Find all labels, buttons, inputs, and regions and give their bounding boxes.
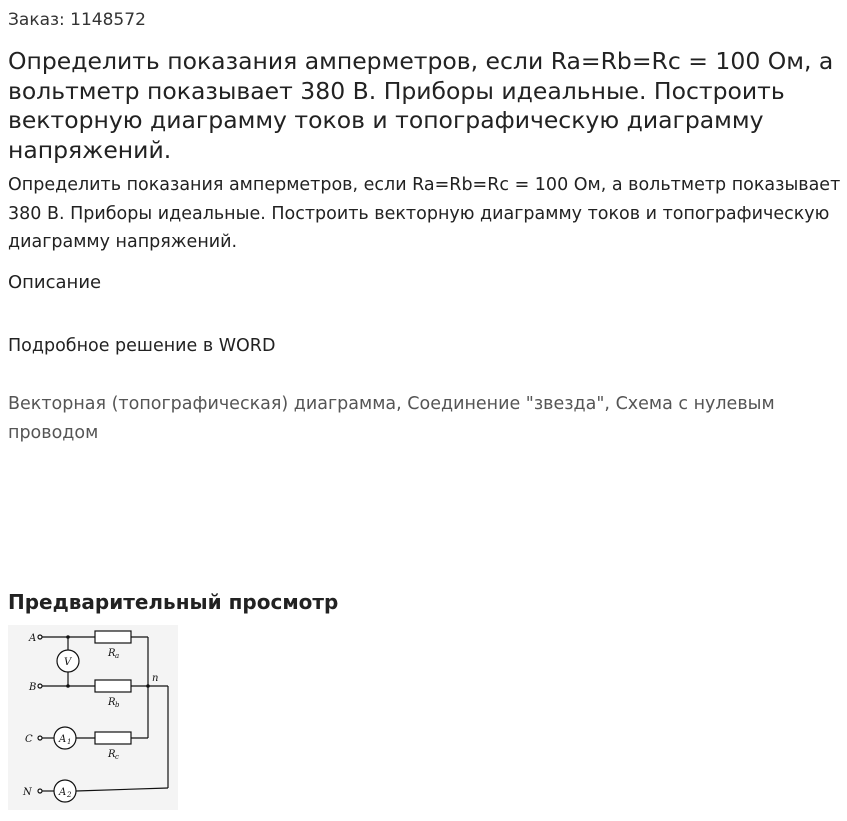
description-heading: Описание [8, 272, 102, 293]
tag-separator: , [604, 394, 616, 414]
tag-vector-diagram[interactable]: Векторная (топографическая) диаграмма [8, 394, 397, 414]
node-n-label: n [152, 673, 159, 684]
terminal-a-label: A [29, 633, 37, 644]
resistor-ra-sub: a [115, 652, 120, 660]
voltmeter-label: V [64, 657, 72, 668]
preview-image[interactable] [8, 625, 178, 810]
solution-text: Подробное решение в WORD [8, 336, 276, 356]
page-title: Определить показания амперметров, если Ra=Rb=Rc = 100 Ом, а вольтметр показывает 380 В. Приборы идеальные. Построить векторную диаграмму токов и топографическую диаграмму напряжений. [8, 47, 834, 164]
ammeter1-label: A [59, 734, 67, 745]
preview-heading: Предварительный просмотр [8, 590, 339, 614]
terminal-n-label: N [23, 787, 32, 798]
resistor-rc-sub: c [115, 753, 119, 761]
tag-list [8, 390, 843, 447]
task-description: Определить показания амперметров, если Ra=Rb=Rc = 100 Ом, а вольтметр показывает 380 В. Приборы идеальные. Построить векторную диаграмму токов и топографическую диаграмму напряжений. [8, 175, 841, 252]
tag-separator: , [396, 394, 408, 414]
ammeter2-sub: 2 [67, 791, 72, 799]
terminal-b-label: B [29, 682, 37, 693]
resistor-rc-label: R [108, 749, 116, 760]
resistor-rb-label: R [108, 697, 116, 708]
resistor-ra-label: R [108, 648, 116, 659]
tag-star-connection[interactable]: Соединение "звезда" [407, 394, 605, 414]
ammeter2-label: A [59, 787, 67, 798]
circuit-diagram [8, 625, 178, 810]
resistor-rb-sub: b [115, 701, 120, 709]
ammeter1-sub: 1 [67, 738, 72, 746]
order-number: Заказ: 1148572 [8, 10, 146, 30]
tag-neutral-wire[interactable]: Схема с нулевым проводом [8, 394, 775, 443]
terminal-c-label: C [25, 734, 33, 745]
